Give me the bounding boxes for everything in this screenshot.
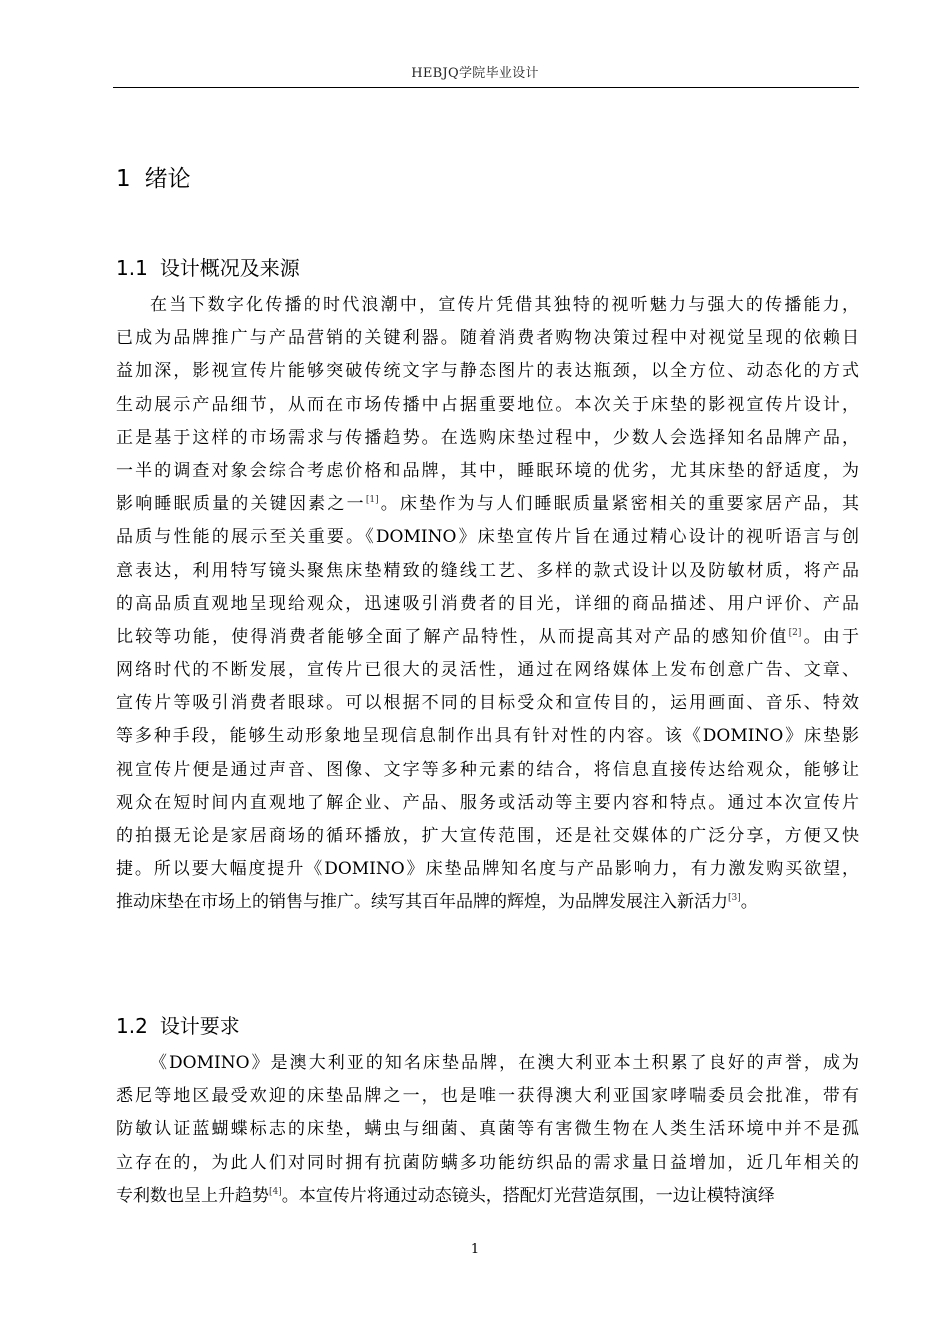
running-header: HEBJQ学院毕业设计 (411, 66, 539, 81)
paragraph-line (116, 1113, 859, 1146)
line-text: 在当下数字化传播的时代浪潮中，宣传片凭借其独特的视听魅力与强大的传播能力， (150, 295, 859, 315)
section-1-2-paragraph (116, 1047, 859, 1213)
paragraph-line (116, 289, 859, 322)
paragraph-line (116, 355, 859, 388)
line-text: 网络时代的不断发展，宣传片已很大的灵活性，通过在网络媒体上发布创意广告、文章、 (116, 660, 859, 681)
paragraph-line (116, 1047, 859, 1080)
paragraph-line (116, 853, 859, 886)
citation-reference: [1] (365, 495, 379, 506)
paragraph-line (116, 588, 859, 621)
line-text: 宣传片等吸引消费者眼球。可以根据不同的目标受众和宣传目的，运用画面、音乐、特效 (116, 693, 859, 714)
section-heading-text: 设计概况及来源 (159, 256, 300, 280)
paragraph-line (116, 521, 859, 554)
line-text: 《DOMINO》是澳大利亚的知名床垫品牌，在澳大利亚本土积累了良好的声誉，成为 (150, 1053, 859, 1073)
paragraph-line (116, 555, 859, 588)
paragraph-line (116, 654, 859, 687)
citation-reference: [2] (788, 627, 802, 638)
paragraph-line (116, 687, 859, 720)
line-text: 品质与性能的展示至关重要。《DOMINO》床垫宣传片旨在通过精心设计的视听语言与创 (116, 527, 859, 548)
line-text: 比较等功能，使得消费者能够全面了解产品特性，从而提高其对产品的感知价值 (116, 626, 789, 647)
header-rule (113, 87, 859, 88)
line-text: 。本宣传片将通过动态镜头，搭配灯光营造氛围，一边让模特演绎 (281, 1185, 775, 1206)
paragraph-line (116, 1180, 859, 1213)
section-title-1-1 (116, 252, 300, 281)
paragraph-line (116, 787, 859, 820)
paragraph-line (116, 820, 859, 853)
page-number: 1 (470, 1242, 480, 1257)
paragraph-line (116, 754, 859, 787)
line-text: 的高品质直观地呈现给观众，迅速吸引消费者的目光，详细的商品描述、用户评价、产品 (116, 593, 859, 614)
citation-reference: [3] (728, 893, 741, 904)
line-text: 推动床垫在市场上的销售与推广。续写其百年品牌的辉煌，为品牌发展注入新活力 (116, 892, 728, 913)
paragraph-line (116, 455, 859, 488)
section-number: 1.2 (116, 1014, 148, 1038)
line-text: 捷。所以要大幅度提升《DOMINO》床垫品牌知名度与产品影响力，有力激发购买欲望， (116, 859, 859, 880)
chapter-heading-text: 绪论 (144, 166, 191, 192)
section-heading-text: 设计要求 (159, 1014, 240, 1038)
paragraph-line (116, 621, 859, 654)
paragraph-line (116, 720, 859, 753)
line-text: 益加深，影视宣传片能够突破传统文字与静态图片的表达瓶颈，以全方位、动态化的方式 (116, 361, 859, 382)
section-1-1-paragraph (116, 289, 859, 920)
line-text: 防敏认证蓝蝴蝶标志的床垫，螨虫与细菌、真菌等有害微生物在人类生活环境中并不是孤 (116, 1119, 859, 1140)
paragraph-line (116, 322, 859, 355)
line-text: 正是基于这样的市场需求与传播趋势。在选购床垫过程中，少数人会选择知名品牌产品， (116, 427, 859, 448)
line-text: 的拍摄无论是家居商场的循环播放，扩大宣传范围，还是社交媒体的广泛分享，方便又快 (116, 826, 859, 846)
section-title-1-2 (116, 1010, 240, 1039)
line-text: 意表达，利用特写镜头聚焦床垫精致的缝线工艺、多样的款式设计以及防敏材质，将产品 (116, 560, 859, 581)
section-number: 1.1 (116, 256, 148, 280)
paragraph-line (116, 488, 859, 521)
paragraph-line (116, 422, 859, 455)
line-text: 。 (740, 892, 758, 913)
line-text: 已成为品牌推广与产品营销的关键利器。随着消费者购物决策过程中对视觉呈现的依赖日 (116, 328, 859, 349)
chapter-title (116, 160, 191, 193)
line-text: 一半的调查对象会综合考虑价格和品牌，其中，睡眠环境的优劣，尤其床垫的舒适度，为 (116, 460, 859, 481)
line-text: 专利数也呈上升趋势 (116, 1185, 269, 1206)
chapter-number: 1 (116, 166, 131, 192)
line-text: 生动展示产品细节，从而在市场传播中占据重要地位。本次关于床垫的影视宣传片设计， (116, 394, 859, 415)
line-text: 等多种手段，能够生动形象地呈现信息制作出具有针对性的内容。该《DOMINO》床垫影 (116, 726, 859, 747)
line-text: 。由于 (801, 626, 860, 647)
citation-reference: [4] (269, 1186, 282, 1197)
line-text: 视宣传片便是通过声音、图像、文字等多种元素的结合，将信息直接传达给观众，能够让 (116, 759, 859, 780)
line-text: 立存在的，为此人们对同时拥有抗菌防螨多功能纺织品的需求量日益增加，近几年相关的 (116, 1152, 859, 1173)
line-text: 悉尼等地区最受欢迎的床垫品牌之一，也是唯一获得澳大利亚国家哮喘委员会批准，带有 (116, 1086, 859, 1107)
paragraph-line (116, 886, 859, 919)
paragraph-line (116, 1080, 859, 1113)
line-text: 观众在短时间内直观地了解企业、产品、服务或活动等主要内容和特点。通过本次宣传片 (116, 792, 859, 813)
line-text: 。床垫作为与人们睡眠质量紧密相关的重要家居产品，其 (378, 494, 860, 515)
paragraph-line (116, 389, 859, 422)
line-text: 影响睡眠质量的关键因素之一 (116, 494, 366, 515)
paragraph-line (116, 1147, 859, 1180)
